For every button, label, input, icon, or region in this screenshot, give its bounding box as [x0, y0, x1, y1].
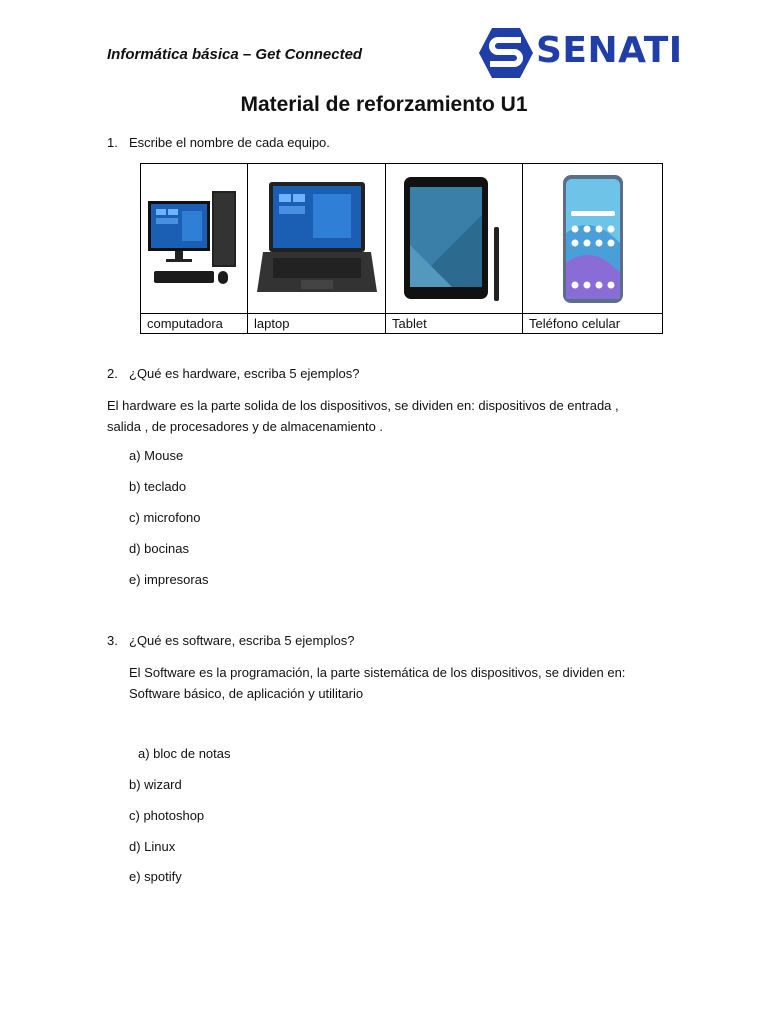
list-item: e) impresoras — [129, 572, 209, 587]
logo-text: SENATI — [536, 30, 683, 71]
equipment-table — [140, 163, 663, 334]
answer-line: El Software es la programación, la parte sistemática de los dispositivos, se dividen en: — [129, 665, 626, 680]
list-item: b) wizard — [129, 777, 182, 792]
list-item: b) teclado — [129, 479, 187, 494]
laptop-cell — [248, 164, 386, 314]
list-item: c) microfono — [129, 510, 201, 525]
table-row — [141, 314, 663, 334]
table-row — [141, 164, 663, 314]
answer-line: Software básico, de aplicación y utilitario — [129, 686, 364, 701]
question-text: ¿Qué es hardware, escriba 5 ejemplos? — [129, 366, 360, 381]
tablet-image — [402, 175, 506, 303]
document-title: Material de reforzamiento U1 — [240, 93, 528, 116]
label-cell: laptop — [248, 314, 386, 334]
label-cell: Tablet — [386, 314, 523, 334]
question-number: 1. — [107, 135, 118, 150]
label-cell: Teléfono celular — [523, 314, 663, 334]
smartphone-image — [561, 173, 625, 305]
smartphone-cell — [523, 164, 663, 314]
tablet-cell — [386, 164, 523, 314]
senati-logo-icon — [478, 26, 534, 80]
software-answer — [129, 662, 625, 704]
question-text: ¿Qué es software, escriba 5 ejemplos? — [129, 633, 355, 648]
answer-line: salida , de procesadores y de almacenamiento . — [107, 419, 384, 434]
list-item: d) Linux — [129, 839, 176, 854]
answer-line: El hardware es la parte solida de los dispositivos, se dividen en: dispositivos de entrada , — [107, 398, 619, 413]
list-item: c) photoshop — [129, 808, 205, 823]
course-title: Informática básica – Get Connected — [107, 46, 363, 63]
hardware-answer — [107, 395, 619, 437]
question-number: 3. — [107, 633, 118, 648]
list-item: a) bloc de notas — [138, 746, 231, 761]
desktop-computer-cell — [141, 164, 248, 314]
list-item: d) bocinas — [129, 541, 189, 556]
laptop-image — [255, 180, 379, 298]
question-text: Escribe el nombre de cada equipo. — [129, 135, 330, 150]
list-item: a) Mouse — [129, 448, 184, 463]
list-item: e) spotify — [129, 869, 182, 884]
senati-logo — [478, 26, 683, 80]
label-cell: computadora — [141, 314, 248, 334]
question-number: 2. — [107, 366, 118, 381]
desktop-computer-image — [146, 189, 242, 289]
